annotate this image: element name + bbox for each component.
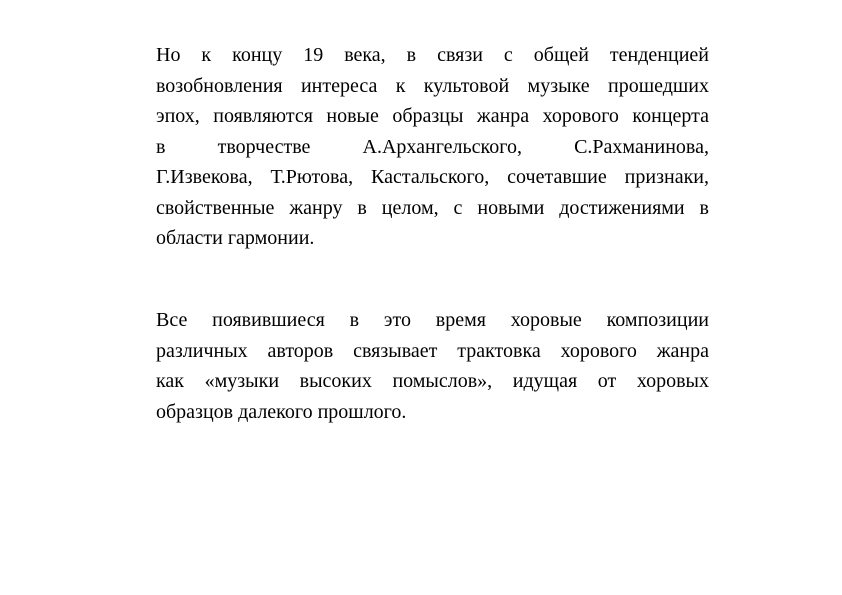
paragraph-1-line-3: эпох, появляются новые образцы жанра хорового концерта: [156, 105, 709, 127]
paragraph-2-line-3: как «музыки высоких помыслов», идущая от хоровых: [156, 370, 709, 392]
paragraph-2: [156, 305, 709, 427]
paragraph-1-line-5: Г.Извекова, Т.Рютова, Кастальского, сочетавшие признаки,: [156, 166, 709, 188]
paragraph-1-line-4: в творчестве А.Архангельского, С.Рахманинова,: [156, 135, 709, 158]
paragraph-1: [156, 40, 709, 254]
paragraph-2-line-2: различных авторов связывает трактовка хорового жанра: [156, 339, 709, 362]
paragraph-2-line-1: Все появившиеся в это время хоровые композиции: [156, 309, 709, 331]
paragraph-1-line-7: области гармонии.: [156, 227, 315, 249]
paragraph-1-line-6: свойственные жанру в целом, с новыми достижениями в: [156, 196, 709, 219]
paragraph-2-line-4: образцов далекого прошлого.: [156, 400, 407, 423]
paragraph-1-line-1: Но к концу 19 века, в связи с общей тенденцией: [156, 44, 709, 66]
paragraph-1-line-2: возобновления интереса к культовой музыке прошедших: [156, 74, 709, 97]
